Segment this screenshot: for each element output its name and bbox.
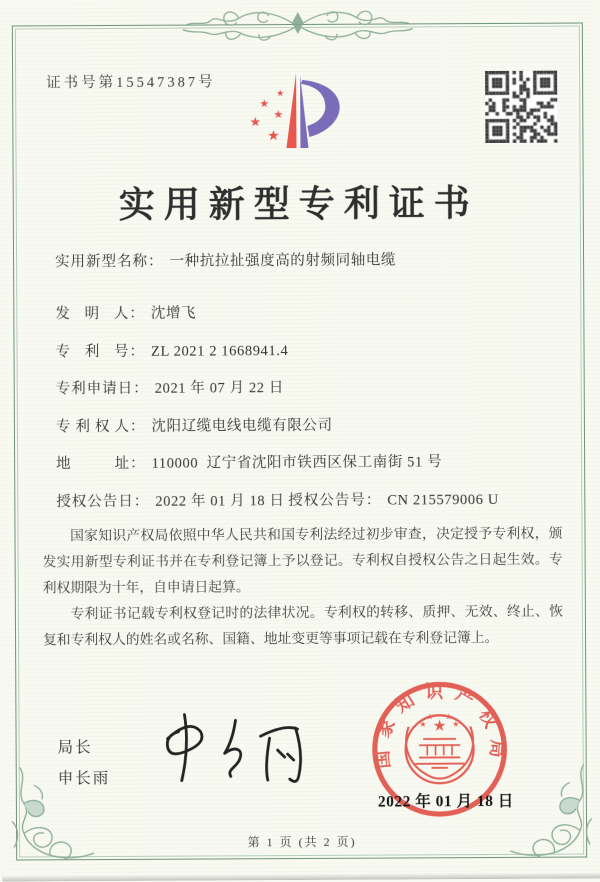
field-colon: ： bbox=[129, 305, 144, 322]
field-label: 专利申请日 bbox=[55, 380, 134, 398]
commissioner-name: 申长雨 bbox=[57, 769, 111, 788]
logo-p-bowl bbox=[301, 80, 340, 137]
field-label: 授权公告日 bbox=[56, 493, 134, 511]
field-patent-number bbox=[55, 339, 288, 361]
field-colon: ： bbox=[365, 492, 381, 509]
legal-paragraph-1: 国家知识产权局依照中华人民共和国专利法经过初步审查，决定授予专利权，颁发实用新型专利证书并在专利登记簿上予以登记。专利权自授权公告之日起生效。专利权期限为十年，自申请日起算。 bbox=[42, 525, 563, 596]
legal-paragraph-2: 专利证书记载专利权登记时的法律状况。专利权的转移、质押、无效、终止、恢复和专利权人的姓名或名称、国籍、地址变更等事项记载在专利登记簿上。 bbox=[43, 603, 563, 648]
qr-code bbox=[485, 71, 557, 143]
scan-page-edge bbox=[2, 872, 600, 881]
star-icon: ★ bbox=[249, 114, 262, 130]
field-value: 2021 年 07 月 22 日 bbox=[154, 380, 285, 397]
commissioner-signature bbox=[153, 706, 329, 803]
field-value: 沈阳辽缆电线电缆有限公司 bbox=[151, 417, 333, 435]
field-grant-number bbox=[288, 488, 499, 510]
logo-red-wedge bbox=[286, 73, 296, 148]
star-icon: ★ bbox=[432, 717, 447, 735]
field-value: 沈增飞 bbox=[150, 305, 197, 322]
field-value: CN 215579006 U bbox=[387, 491, 499, 509]
star-icon: ★ bbox=[259, 98, 270, 111]
field-application-date bbox=[56, 376, 284, 398]
field-value: 110000 辽宁省沈阳市铁西区保工南街 51 号 bbox=[151, 454, 443, 472]
top-flourish-ornament bbox=[181, 5, 415, 46]
field-colon: ： bbox=[129, 343, 145, 360]
cnipa-logo-icon bbox=[236, 60, 361, 165]
field-label: 发明人 bbox=[55, 305, 130, 323]
field-colon: ： bbox=[129, 418, 145, 435]
field-colon: ： bbox=[133, 380, 148, 397]
seal-ring-text: 国家知识产权局 bbox=[371, 681, 508, 770]
logo-purple-wedge bbox=[300, 75, 308, 148]
legal-text bbox=[42, 521, 563, 654]
field-value: ZL 2021 2 1668941.4 bbox=[150, 343, 289, 360]
star-icon: ★ bbox=[419, 719, 427, 729]
field-value: 一种抗拉扯强度高的射频同轴电缆 bbox=[169, 252, 397, 270]
field-grant-date bbox=[56, 493, 284, 510]
field-colon: ： bbox=[133, 493, 149, 510]
field-grant-row bbox=[56, 488, 566, 512]
field-patentee bbox=[56, 414, 333, 436]
seal-date: 2022 年 01 月 18 日 bbox=[377, 792, 514, 811]
field-address bbox=[56, 450, 442, 473]
field-value: 2022 年 01 月 18 日 bbox=[155, 493, 285, 510]
star-icon: ★ bbox=[276, 88, 285, 99]
field-label: 专利号 bbox=[55, 343, 130, 361]
field-colon: ： bbox=[130, 455, 145, 472]
field-label: 实用新型名称 bbox=[55, 253, 149, 271]
star-icon: ★ bbox=[267, 129, 280, 145]
page-number: 第 1 页 (共 2 页) bbox=[247, 834, 357, 850]
certificate-number: 证书号第15547387号 bbox=[46, 74, 216, 92]
field-colon: ： bbox=[148, 253, 163, 270]
field-label: 授权公告号 bbox=[288, 492, 366, 510]
field-utility-model-name bbox=[55, 248, 396, 271]
field-label: 地址 bbox=[56, 455, 131, 473]
commissioner-title: 局长 bbox=[57, 739, 93, 757]
star-icon: ★ bbox=[444, 712, 453, 722]
field-inventor bbox=[55, 302, 196, 324]
star-icon: ★ bbox=[452, 719, 460, 729]
field-label: 专利权人 bbox=[55, 418, 130, 436]
star-icon: ★ bbox=[426, 712, 434, 722]
star-icon: ★ bbox=[273, 109, 284, 122]
certificate-title: 实用新型专利证书 bbox=[118, 183, 479, 225]
